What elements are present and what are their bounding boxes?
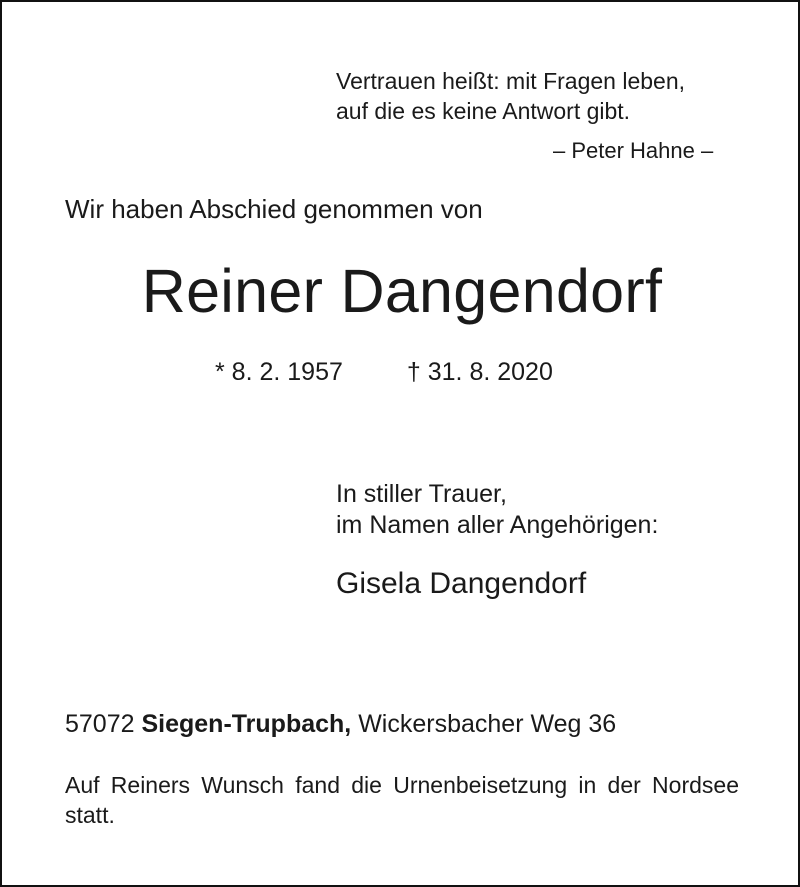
mourning-line: In stiller Trauer, [336,480,507,508]
quote-author: – Peter Hahne – [553,138,714,163]
address [65,708,616,740]
quote [336,66,685,126]
mourning-text [336,479,658,541]
life-dates [215,356,553,388]
intro-text: Wir haben Abschied genommen von [65,194,483,224]
birth-date: * 8. 2. 1957 [215,358,343,386]
postal-code: 57072 [65,710,135,738]
burial-note: Auf Reiners Wunsch fand die Urnenbeisetzung in der Nordsee statt. [65,772,739,828]
mourner-name: Gisela Dangendorf [336,567,587,600]
mourning-line: im Namen aller Angehörigen: [336,511,659,539]
street: Wickersbacher Weg 36 [358,710,617,738]
quote-line: auf die es keine Antwort gibt. [336,98,631,124]
death-date: † 31. 8. 2020 [406,358,553,386]
quote-line: Vertrauen heißt: mit Fragen leben, [336,68,686,94]
city: Siegen-Trupbach, [141,710,352,738]
deceased-name: Reiner Dangendorf [141,257,663,325]
